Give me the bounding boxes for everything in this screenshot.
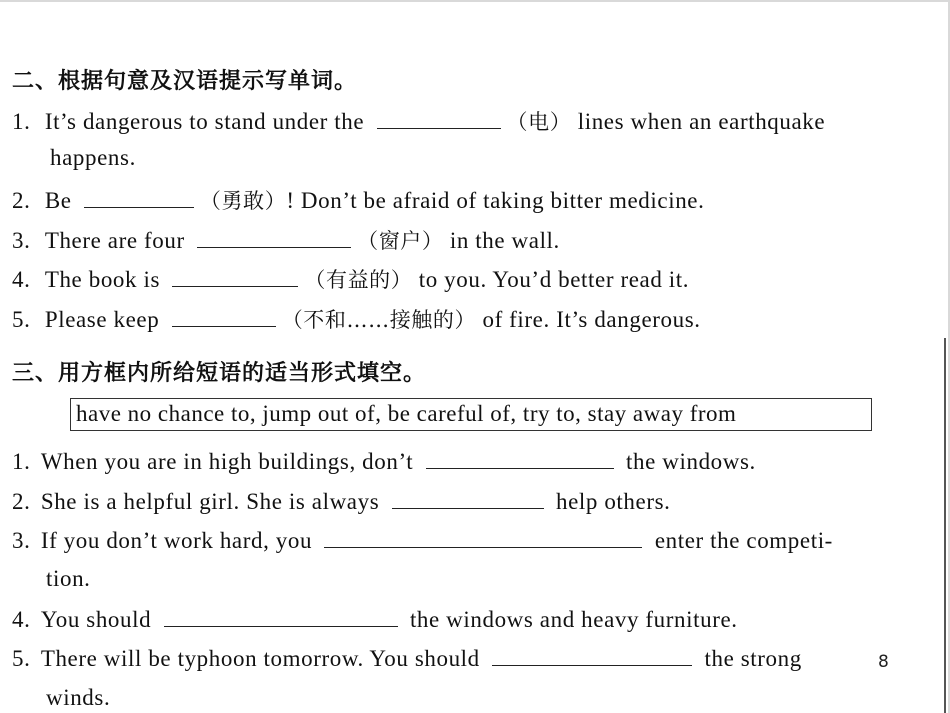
item-text: There are four	[44, 228, 185, 253]
item-text: She is a helpful girl. She is always	[40, 489, 380, 514]
item-text: of fire. It’s dangerous.	[482, 307, 701, 332]
item-text: enter the competi-	[654, 528, 833, 553]
item-number: 4.	[12, 607, 31, 632]
item-text: in the wall.	[449, 228, 560, 253]
s3-item-1	[12, 448, 756, 475]
answer-blank[interactable]	[324, 527, 642, 548]
item-text: If you don’t work hard, you	[40, 528, 313, 553]
answer-blank[interactable]	[164, 606, 398, 627]
chinese-hint: （有益的）	[304, 268, 413, 292]
item-number: 4.	[12, 267, 31, 292]
s2-item-4	[12, 264, 689, 294]
answer-blank[interactable]	[392, 488, 544, 509]
item-text: lines when an earthquake	[577, 109, 826, 134]
item-number: 1.	[12, 449, 31, 474]
item-number: 5.	[12, 307, 31, 332]
item-number: 5.	[12, 646, 31, 671]
section-3-heading: 三、用方框内所给短语的适当形式填空。	[12, 361, 427, 386]
item-text: You should	[40, 607, 152, 632]
item-text: There will be typhoon tomorrow. You should	[40, 646, 480, 671]
item-text: Be	[44, 188, 72, 213]
chinese-hint: （勇敢）	[199, 189, 287, 213]
item-number: 3.	[12, 228, 31, 253]
s2-item-5	[12, 304, 701, 334]
answer-blank[interactable]	[426, 448, 614, 469]
s2-item-1-cont: happens.	[50, 145, 136, 170]
page-top-border	[0, 0, 950, 2]
chinese-hint: （窗户）	[357, 229, 444, 253]
s2-item-1	[12, 106, 825, 136]
s3-item-4	[12, 606, 738, 633]
page-number: 8	[878, 652, 889, 672]
answer-blank[interactable]	[172, 306, 276, 327]
item-number: 2.	[12, 188, 31, 213]
answer-blank[interactable]	[84, 187, 194, 208]
item-text: When you are in high buildings, don’t	[40, 449, 414, 474]
phrase-box: have no chance to, jump out of, be careful of, try to, stay away from	[70, 398, 872, 431]
item-number: 1.	[12, 109, 31, 134]
s3-item-5-cont: winds.	[46, 685, 111, 710]
s3-item-2	[12, 488, 671, 515]
item-number: 2.	[12, 489, 31, 514]
item-text: the windows and heavy furniture.	[409, 607, 738, 632]
item-text: It’s dangerous to stand under the	[44, 109, 365, 134]
section-2-heading: 二、根据句意及汉语提示写单词。	[12, 69, 358, 94]
s2-item-3	[12, 225, 560, 255]
answer-blank[interactable]	[197, 227, 351, 248]
item-text: The book is	[44, 267, 161, 292]
item-text: Please keep	[44, 307, 160, 332]
item-text: ! Don’t be afraid of taking bitter medicine.	[286, 188, 705, 213]
answer-blank[interactable]	[492, 645, 692, 666]
chinese-hint: （不和……接触的）	[281, 308, 477, 332]
item-text: help others.	[555, 489, 671, 514]
s3-item-3-cont: tion.	[46, 566, 91, 591]
answer-blank[interactable]	[377, 108, 501, 129]
item-number: 3.	[12, 528, 31, 553]
item-text: the strong	[704, 646, 802, 671]
s3-item-3	[12, 527, 833, 554]
page-right-edge	[944, 338, 946, 713]
item-text: the windows.	[626, 449, 756, 474]
s3-item-5	[12, 645, 802, 672]
item-text: to you. You’d better read it.	[418, 267, 690, 292]
s2-item-2	[12, 185, 704, 215]
chinese-hint: （电）	[506, 110, 572, 134]
answer-blank[interactable]	[172, 266, 298, 287]
